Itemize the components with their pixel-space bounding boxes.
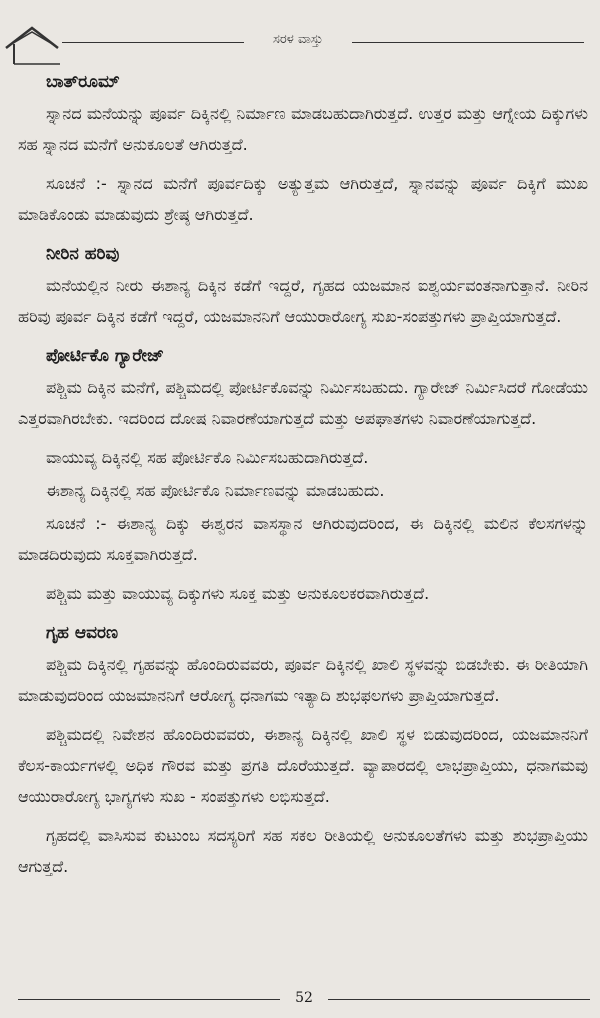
header-rule-right bbox=[352, 42, 584, 43]
paragraph: ಪಶ್ಚಿಮದಲ್ಲಿ ನಿವೇಶನ ಹೊಂದಿರುವವರು, ಈಶಾನ್ಯ ದಿಕ್ಕಿನಲ್ಲಿ ಖಾಲಿ ಸ್ಥಳ ಬಿಡುವುದರಿಂದ, ಯಜಮಾನನಿಗೆ ಕೆಲಸ-ಕಾರ್ಯಗಳಲ್ಲಿ ಅಧಿಕ ಗೌರವ ಮತ್ತು ಪ್ರಗತಿ ದೊರೆಯುತ್ತದೆ. ವ್ಯಾಪಾರದಲ್ಲಿ ಲಾಭಪ್ರಾಪ್ತಿಯು, ಧನಾಗಮವು ಆಯುರಾರೋಗ್ಯ ಭಾಗ್ಯಗಳು ಸುಖ - ಸಂಪತ್ತುಗಳು ಲಭಿಸುತ್ತದೆ. bbox=[18, 725, 588, 806]
paragraph: ಗೃಹದಲ್ಲಿ ವಾಸಿಸುವ ಕುಟುಂಬ ಸದಸ್ಯರಿಗೆ ಸಹ ಸಕಲ ರೀತಿಯಲ್ಲಿ ಅನುಕೂಲತೆಗಳು ಮತ್ತು ಶುಭಪ್ರಾಪ್ತಿಯು ಆಗುತ್ತದೆ. bbox=[18, 826, 588, 876]
note-paragraph: ಸೂಚನೆ :- ಸ್ನಾನದ ಮನೆಗೆ ಪೂರ್ವದಿಕ್ಕು ಅತ್ಯುತ್ತಮ ಆಗಿರುತ್ತದೆ, ಸ್ನಾನವನ್ನು ಪೂರ್ವ ದಿಕ್ಕಿಗೆ ಮುಖ ಮಾಡಿಕೊಂಡು ಮಾಡುವುದು ಶ್ರೇಷ್ಠ ಆಗಿರುತ್ತದೆ. bbox=[18, 174, 588, 224]
paragraph: ವಾಯುವ್ಯ ದಿಕ್ಕಿನಲ್ಲಿ ಸಹ ಪೋರ್ಟಿಕೊ ನಿರ್ಮಿಸಬಹುದಾಗಿರುತ್ತದೆ. bbox=[46, 448, 369, 467]
paragraph: ಪಶ್ಚಿಮ ಮತ್ತು ವಾಯುವ್ಯ ದಿಕ್ಕುಗಳು ಸೂಕ್ತ ಮತ್ತು ಅನುಕೂಲಕರವಾಗಿರುತ್ತದೆ. bbox=[46, 584, 430, 603]
section-heading-bathroom: ಬಾತ್‌ರೂಮ್ bbox=[46, 72, 120, 92]
note-paragraph: ಸೂಚನೆ :- ಈಶಾನ್ಯ ದಿಕ್ಕು ಈಶ್ವರನ ವಾಸಸ್ಥಾನ ಆಗಿರುವುದರಿಂದ, ಈ ದಿಕ್ಕಿನಲ್ಲಿ ಮಲಿನ ಕೆಲಸಗಳನ್ನು ಮಾಡದಿರುವುದು ಸೂಕ್ತವಾಗಿರುತ್ತದೆ. bbox=[18, 514, 588, 564]
footer-rule-left bbox=[18, 999, 280, 1000]
paragraph: ಸ್ನಾನದ ಮನೆಯನ್ನು ಪೂರ್ವ ದಿಕ್ಕಿನಲ್ಲಿ ನಿರ್ಮಾಣ ಮಾಡಬಹುದಾಗಿರುತ್ತದೆ. ಉತ್ತರ ಮತ್ತು ಆಗ್ನೇಯ ದಿಕ್ಕುಗಳು ಸಹ ಸ್ನಾನದ ಮನೆಗೆ ಅನುಕೂಲತೆ ಆಗಿರುತ್ತದೆ. bbox=[18, 104, 588, 154]
section-heading-water-flow: ನೀರಿನ ಹರಿವು bbox=[46, 244, 120, 264]
paragraph: ಮನೆಯಲ್ಲಿನ ನೀರು ಈಶಾನ್ಯ ದಿಕ್ಕಿನ ಕಡೆಗೆ ಇದ್ದರೆ, ಗೃಹದ ಯಜಮಾನ ಐಶ್ವರ್ಯವಂತನಾಗುತ್ತಾನೆ. ನೀರಿನ ಹರಿವು ಪೂರ್ವ ದಿಕ್ಕಿನ ಕಡೆಗೆ ಇದ್ದರೆ, ಯಜಮಾನನಿಗೆ ಆಯುರಾರೋಗ್ಯ ಸುಖ-ಸಂಪತ್ತುಗಳು ಪ್ರಾಪ್ತಿಯಾಗುತ್ತದೆ. bbox=[18, 276, 588, 326]
section-heading-portico-garage: ಪೋರ್ಟಿಕೊ ಗ್ಯಾರೇಜ್ bbox=[46, 346, 164, 366]
header-rule-left bbox=[62, 42, 244, 43]
running-title: ಸರಳ ವಾಸ್ತು bbox=[272, 32, 324, 47]
paragraph: ಈಶಾನ್ಯ ದಿಕ್ಕಿನಲ್ಲಿ ಸಹ ಪೋರ್ಟಿಕೊ ನಿರ್ಮಾಣವನ್ನು ಮಾಡಬಹುದು. bbox=[46, 481, 385, 500]
page-number: 52 bbox=[295, 990, 313, 1006]
footer-rule-right bbox=[328, 999, 590, 1000]
paragraph: ಪಶ್ಚಿಮ ದಿಕ್ಕಿನಲ್ಲಿ ಗೃಹವನ್ನು ಹೊಂದಿರುವವರು, ಪೂರ್ವ ದಿಕ್ಕಿನಲ್ಲಿ ಖಾಲಿ ಸ್ಥಳವನ್ನು ಬಿಡಬೇಕು. ಈ ರೀತಿಯಾಗಿ ಮಾಡುವುದರಿಂದ ಯಜಮಾನನಿಗೆ ಆರೋಗ್ಯ ಧನಾಗಮ ಇತ್ಯಾದಿ ಶುಭಫಲಗಳು ಪ್ರಾಪ್ತಿಯಾಗುತ್ತದೆ. bbox=[18, 655, 588, 705]
section-heading-house-premises: ಗೃಹ ಆವರಣ bbox=[46, 623, 119, 643]
page-header bbox=[0, 14, 600, 66]
paragraph: ಪಶ್ಚಿಮ ದಿಕ್ಕಿನ ಮನೆಗೆ, ಪಶ್ಚಿಮದಲ್ಲಿ ಪೋರ್ಟಿಕೊವನ್ನು ನಿರ್ಮಿಸಬಹುದು. ಗ್ಯಾರೇಜ್ ನಿರ್ಮಿಸಿದರೆ ಗೋಡೆಯು ಎತ್ತರವಾಗಿರಬೇಕು. ಇದರಿಂದ ದೋಷ ನಿವಾರಣೆಯಾಗುತ್ತದೆ ಮತ್ತು ಅಪಘಾತಗಳು ನಿವಾರಣೆಯಾಗುತ್ತದೆ. bbox=[18, 378, 588, 428]
page-footer bbox=[0, 990, 600, 1010]
page-body bbox=[18, 66, 588, 890]
house-outline-icon bbox=[4, 26, 60, 66]
